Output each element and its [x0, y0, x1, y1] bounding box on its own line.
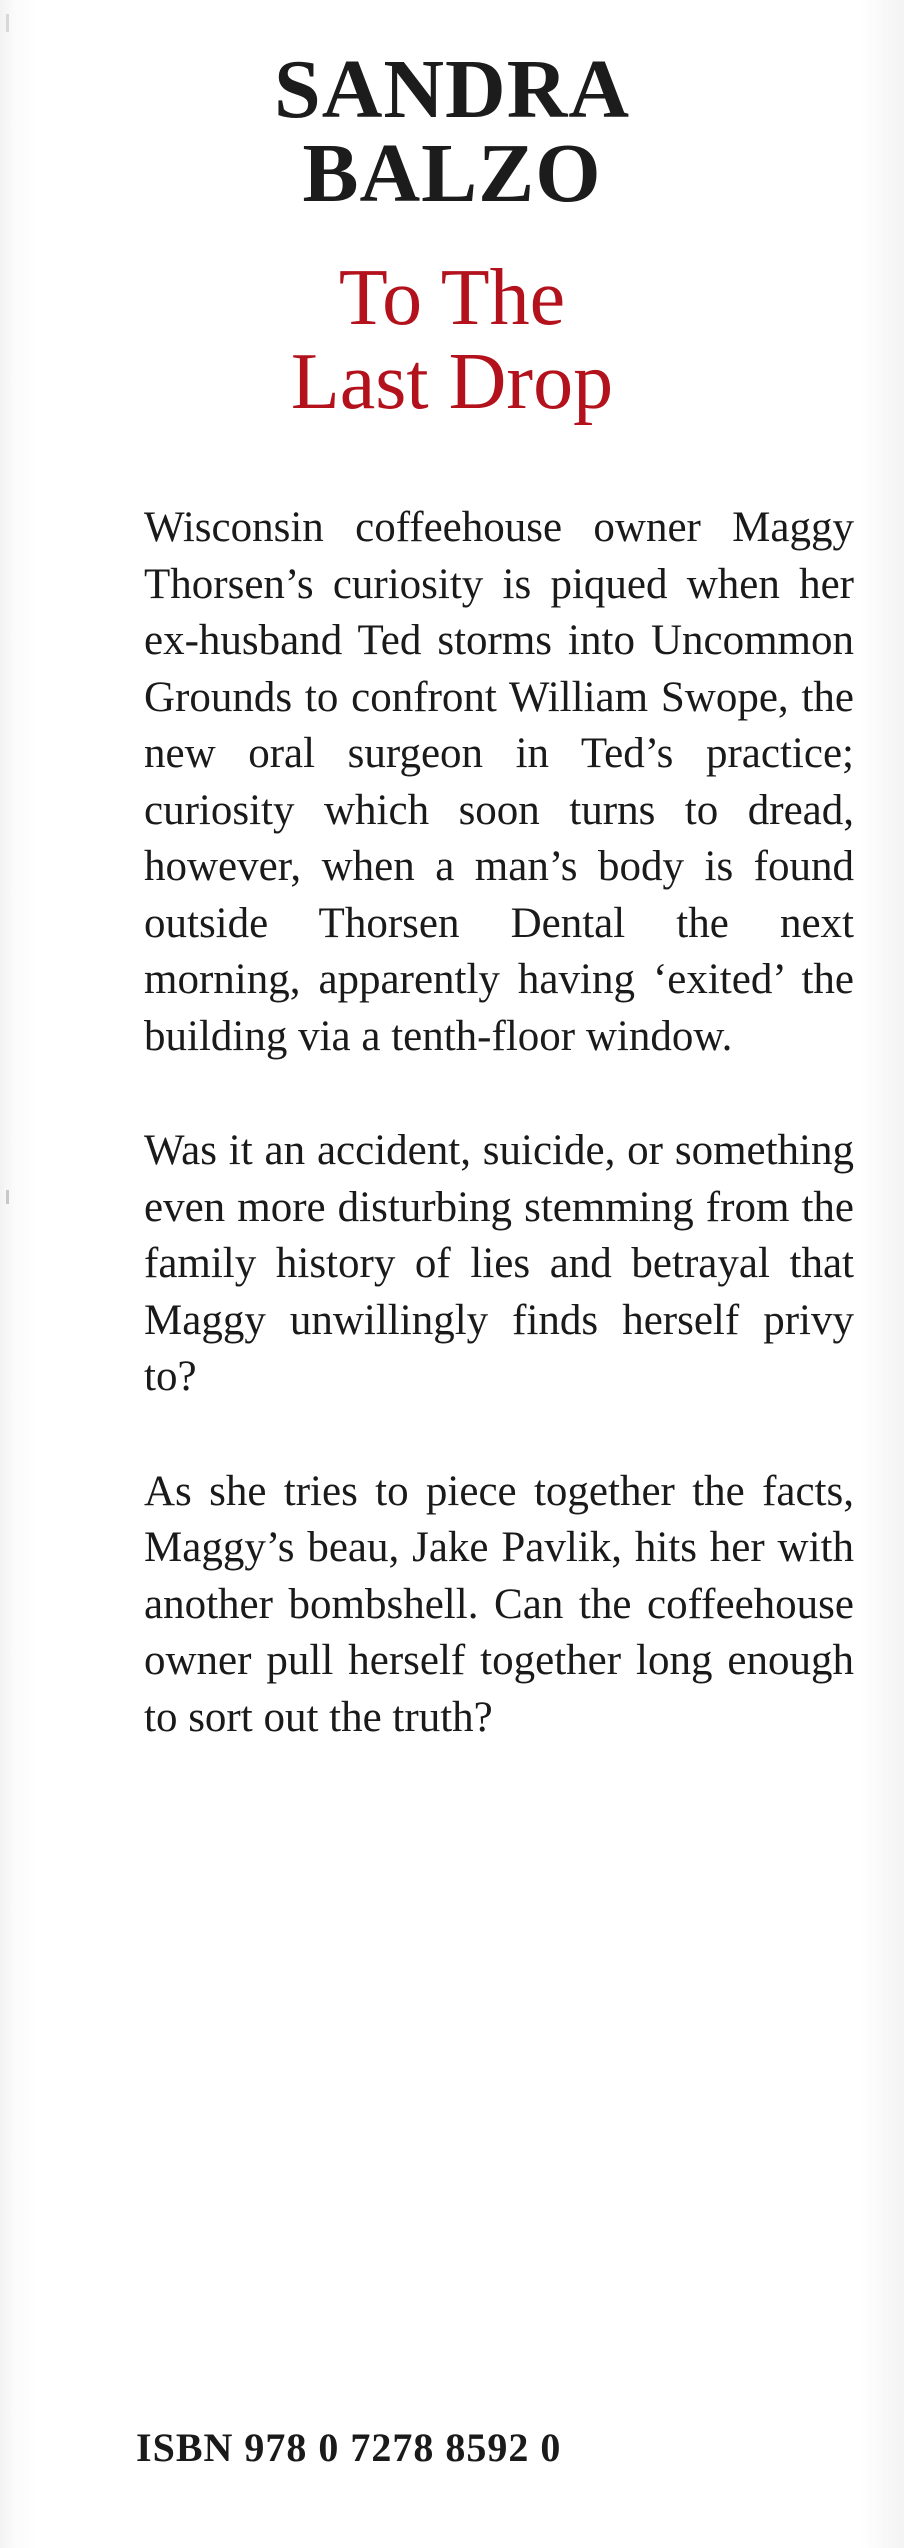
- cover-edge-mark: [6, 1190, 9, 1204]
- book-title: [0, 256, 904, 424]
- cover-edge-mark: [6, 14, 9, 32]
- blurb-paragraph: Was it an accident, suicide, or something even more disturbing stemming from the family history of lies and betrayal that Maggy unwillingly finds herself privy to?: [144, 1127, 854, 1400]
- author-name: [0, 43, 904, 220]
- title-line: Last Drop: [290, 338, 614, 426]
- title-line: To The: [338, 254, 566, 342]
- author-line: BALZO: [302, 127, 602, 220]
- blurb: [144, 500, 854, 1804]
- blurb-paragraph: Wisconsin coffeehouse owner Maggy Thorsen’s curiosity is piqued when her ex-husband Ted storms into Uncommon Grounds to confront William Swope, the new oral surgeon in Ted’s practice; curiosity which soon turns to dread, however, when a man’s body is found outside Thorsen Dental the next morning, apparently having ‘exited’ the building via a tenth-floor window.: [144, 504, 854, 1060]
- author-line: SANDRA: [273, 43, 631, 136]
- blurb-paragraph: As she tries to piece together the facts, Maggy’s beau, Jake Pavlik, hits her with another bombshell. Can the coffeehouse owner pull herself together long enough to sort out the truth?: [144, 1467, 854, 1741]
- isbn-number: ISBN 978 0 7278 8592 0: [136, 2425, 562, 2470]
